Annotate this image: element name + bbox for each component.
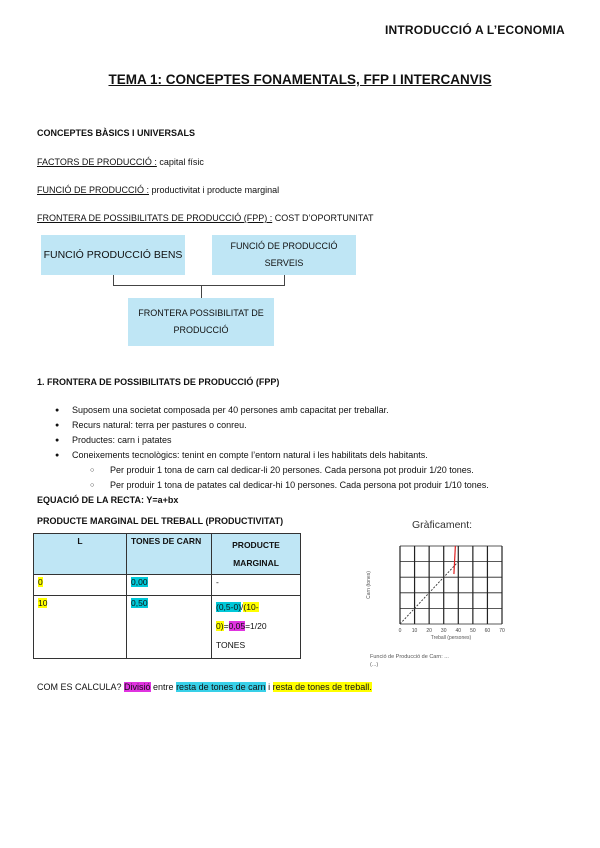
header-tones: TONES DE CARN	[127, 534, 212, 575]
bullet-item: ● Productes: carn i patates	[55, 433, 555, 448]
caption-line: Funció de Producció de Carn: ...	[370, 654, 449, 660]
bullet-list	[55, 403, 555, 493]
frontera-text: COST D’OPORTUNITAT	[272, 213, 374, 223]
connector-left	[113, 275, 114, 285]
factors-text: capital físic	[156, 157, 204, 167]
diagram-box-frontera: FRONTERA POSSIBILITAT DE PRODUCCIÓ	[128, 298, 274, 346]
x-tick-label: 40	[455, 628, 462, 634]
page-title: TEMA 1: CONCEPTES FONAMENTALS, FFP I INTERCANVIS	[108, 72, 492, 87]
table-header-row	[34, 534, 301, 575]
factors-line	[37, 157, 204, 167]
funcio-text: productivitat i producte marginal	[149, 185, 280, 195]
footer-resta-treball: resta de tones de treball.	[272, 682, 372, 692]
highlight-marker	[454, 546, 455, 574]
factors-label: FACTORS DE PRODUCCIÓ :	[37, 157, 157, 167]
section-heading: 1. FRONTERA DE POSSIBILITATS DE PRODUCCIÓ (FPP)	[37, 377, 280, 387]
footer-i: i	[265, 682, 273, 692]
footer-resta-carn: resta de tones de carn	[176, 682, 266, 692]
connector-down	[201, 285, 202, 298]
diagram-box-serveis: FUNCIÓ DE PRODUCCIÓ SERVEIS	[212, 235, 356, 275]
y-axis-label: Carn (tones)	[366, 571, 372, 599]
funcio-label: FUNCIÓ DE PRODUCCIÓ :	[37, 185, 150, 195]
table-row	[34, 575, 301, 596]
footer-pre: COM ES CALCULA?	[37, 682, 125, 692]
x-tick-label: 60	[484, 628, 491, 634]
caption-line: (...)	[370, 662, 379, 668]
diagram-box-bens: FUNCIÓ PRODUCCIÓ BENS	[41, 235, 185, 275]
header-pm: PRODUCTE MARGINAL	[212, 534, 301, 575]
bullet-item: ● Suposem una societat composada per 40 persones amb capacitat per treballar.	[55, 403, 555, 418]
connector-horizontal	[113, 285, 285, 286]
productivity-table	[33, 533, 301, 659]
x-tick-label: 0	[398, 628, 402, 634]
document-header: INTRODUCCIÓ A L’ECONOMIA	[385, 23, 565, 37]
x-tick-label: 70	[499, 628, 505, 634]
footer-entre: entre	[150, 682, 177, 692]
production-chart	[360, 532, 510, 650]
x-tick-label: 20	[426, 628, 432, 634]
sub-bullet-item: ○ Per produir 1 tona de carn cal dedicar-li 20 persones. Cada persona pot produir 1/20 tones.	[55, 463, 555, 478]
table-row	[34, 596, 301, 659]
chart-caption	[370, 653, 449, 669]
header-l: L	[34, 534, 127, 575]
cell-tones: 0,00	[127, 575, 212, 596]
chart-title: Gràficament:	[412, 519, 473, 531]
x-tick-label: 50	[470, 628, 476, 634]
funcio-line	[37, 185, 279, 195]
equation: EQUACIÓ DE LA RECTA: Y=a+bx	[37, 495, 179, 505]
x-axis-label: Treball (persones)	[430, 635, 472, 641]
cell-tones: 0,50	[127, 596, 212, 659]
connector-right	[284, 275, 285, 285]
frontera-line	[37, 213, 374, 223]
bullet-item: ● Coneixements tecnològics: tenint en compte l’entorn natural i les habilitats dels habitants.	[55, 448, 555, 463]
cell-pm: -	[212, 575, 301, 596]
cell-l: 0	[34, 575, 127, 596]
cell-pm: (0,5-0) (10-0)=0,05=1/20 TONES	[212, 596, 301, 659]
x-tick-label: 30	[440, 628, 447, 634]
footer-line	[37, 682, 372, 692]
cell-l: 10	[34, 596, 127, 659]
frontera-label: FRONTERA DE POSSIBILITATS DE PRODUCCIÓ (FPP) :	[37, 213, 273, 223]
table-title: PRODUCTE MARGINAL DEL TREBALL (PRODUCTIVITAT)	[37, 516, 284, 526]
sub-bullet-item: ○ Per produir 1 tona de patates cal dedicar-hi 10 persones. Cada persona pot produir 1/10 tones.	[55, 478, 555, 493]
basics-heading: CONCEPTES BÀSICS I UNIVERSALS	[37, 128, 196, 138]
x-tick-label: 10	[411, 628, 418, 634]
footer-divisio: Divisió	[124, 682, 151, 692]
bullet-item: ● Recurs natural: terra per pastures o conreu.	[55, 418, 555, 433]
chart-grid	[399, 546, 505, 634]
